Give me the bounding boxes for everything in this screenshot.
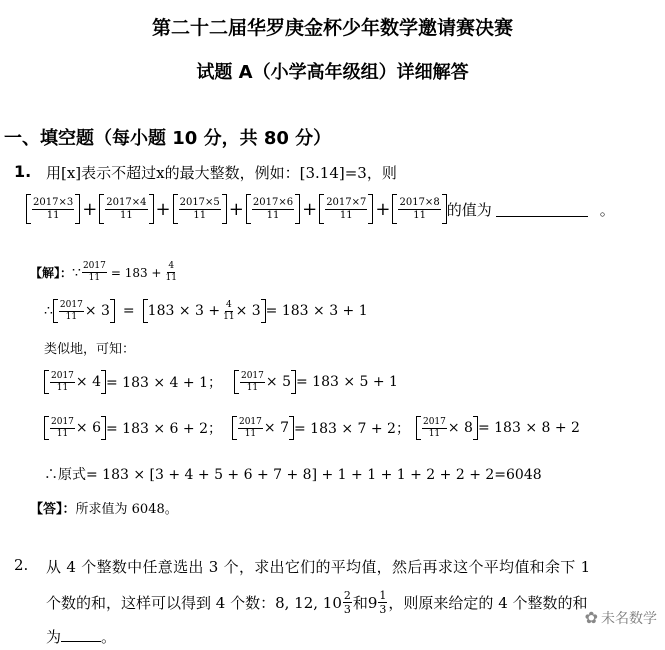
floor-term-2	[99, 194, 153, 224]
answer-text: 所求值为 6048。	[75, 502, 178, 517]
multiplier: × 5	[265, 374, 291, 390]
fraction-2017-11: $\frac{2017}{11}$	[82, 261, 106, 283]
question-2-text: ，则原来给定的 4 个整数的和	[388, 594, 588, 612]
equation-result: = 183 × 5 + 1	[295, 374, 398, 390]
question-1-suffix: 的值为	[446, 200, 492, 219]
fraction-2017-11: $\frac{2017}{11}$	[238, 416, 262, 439]
plus-sign: +	[155, 198, 171, 220]
fraction-2017-11: $\frac{2017}{11}$	[240, 370, 264, 393]
answer-blank[interactable]	[61, 641, 101, 642]
solution-final: ∴原式= 183 × [3 + 4 + 5 + 6 + 7 + 8] + 1 + 1 + 1 + 2 + 2 + 2=6048	[44, 467, 542, 483]
question-1-expression	[26, 194, 615, 224]
therefore-symbol: ∴	[44, 303, 53, 319]
watermark: ✿ 未名数学	[584, 608, 657, 627]
fraction-2017-11: $\frac{2017}{11}$	[59, 299, 83, 322]
solution-label: 【解】：	[30, 266, 73, 280]
equation-result: = 183 × 3 + 1	[265, 303, 368, 319]
multiplier: × 4	[75, 374, 101, 390]
answer-line	[30, 498, 178, 517]
floor-term-3	[173, 194, 227, 224]
similar-text: 类似地，可知：	[44, 342, 136, 357]
fraction-4-11: $\frac{4}{11}$	[165, 261, 177, 283]
fraction-term-4: $\frac{2017\times 6}{11}$	[252, 196, 294, 221]
plus-sign: +	[302, 198, 318, 220]
answer-label: 【答】：	[30, 502, 76, 517]
equation-result: = 183 × 4 + 1；	[106, 375, 222, 391]
equals: =	[122, 303, 135, 319]
fraction-1-3: $\frac{1}{3}$	[379, 589, 387, 616]
question-2-line-3	[46, 626, 116, 647]
fraction-term-3: $\frac{2017\times 5}{11}$	[179, 196, 220, 221]
fraction-2017-11: $\frac{2017}{11}$	[51, 370, 74, 393]
because-symbol: ∵	[72, 264, 81, 281]
floor-term-5	[319, 194, 373, 224]
answer-blank[interactable]	[496, 202, 588, 217]
solution-line-2	[44, 299, 368, 323]
solution-line-3	[44, 370, 398, 394]
equation-text: = 183 +	[110, 265, 162, 280]
question-2-line-1: 从 4 个整数中任意选出 3 个，求出它们的平均值，然后再求这个平均值和余下 1	[46, 558, 591, 576]
equation-result: = 183 × 8 + 2	[477, 420, 580, 436]
floor-term-6	[392, 194, 446, 224]
question-1-number: 1.	[14, 162, 32, 181]
fraction-2017-11: $\frac{2017}{11}$	[422, 416, 446, 439]
solution-line-1	[30, 262, 178, 283]
question-2-line-2	[46, 590, 588, 615]
inner-multiplier: × 3	[235, 303, 261, 319]
equation-result: = 183 × 6 + 2；	[106, 421, 222, 437]
question-2-text: 为	[46, 628, 62, 646]
multiplier: × 8	[447, 420, 473, 436]
fraction-term-2: $\frac{2017\times 4}{11}$	[106, 196, 147, 221]
fraction-4-11: $\frac{4}{11}$	[223, 299, 235, 322]
page-title: 第二十二届华罗庚金杯少年数学邀请赛决赛	[151, 17, 513, 39]
floor-term-1	[26, 194, 80, 224]
question-2-text: 个数的和，这样可以得到 4 个数：8, 12, 10	[46, 594, 342, 612]
question-2-text: 。	[101, 628, 117, 646]
page-subtitle: 试题 A（小学高年级组）详细解答	[196, 62, 469, 83]
multiplier: × 6	[75, 420, 101, 436]
fraction-term-5: $\frac{2017\times 7}{11}$	[326, 196, 367, 221]
inner-expression: 183 × 3 +	[147, 303, 221, 319]
plus-sign: +	[228, 198, 244, 220]
solution-line-4	[44, 416, 580, 440]
plus-sign: +	[82, 198, 98, 220]
plus-sign: +	[375, 198, 391, 220]
multiplier: × 7	[263, 420, 289, 436]
question-1-end: 。	[599, 200, 615, 219]
fraction-2017-11: $\frac{2017}{11}$	[51, 416, 74, 439]
multiplier: × 3	[84, 303, 110, 319]
fraction-2-3: $\frac{2}{3}$	[343, 589, 351, 616]
fraction-term-6: $\frac{2017\times 8}{11}$	[399, 196, 440, 221]
question-2-text: 和9	[352, 594, 378, 612]
question-2-number: 2.	[14, 556, 29, 574]
question-1-text: 用[x]表示不超过x的最大整数，例如：[3.14]=3，则	[46, 164, 397, 182]
floor-term-4	[246, 194, 300, 224]
equation-result: = 183 × 7 + 2；	[293, 421, 410, 437]
section-heading: 一、填空题（每小题 10 分，共 80 分）	[4, 128, 332, 149]
wechat-icon: ✿	[584, 608, 598, 627]
fraction-term-1: $\frac{2017\times 3}{11}$	[33, 196, 74, 221]
